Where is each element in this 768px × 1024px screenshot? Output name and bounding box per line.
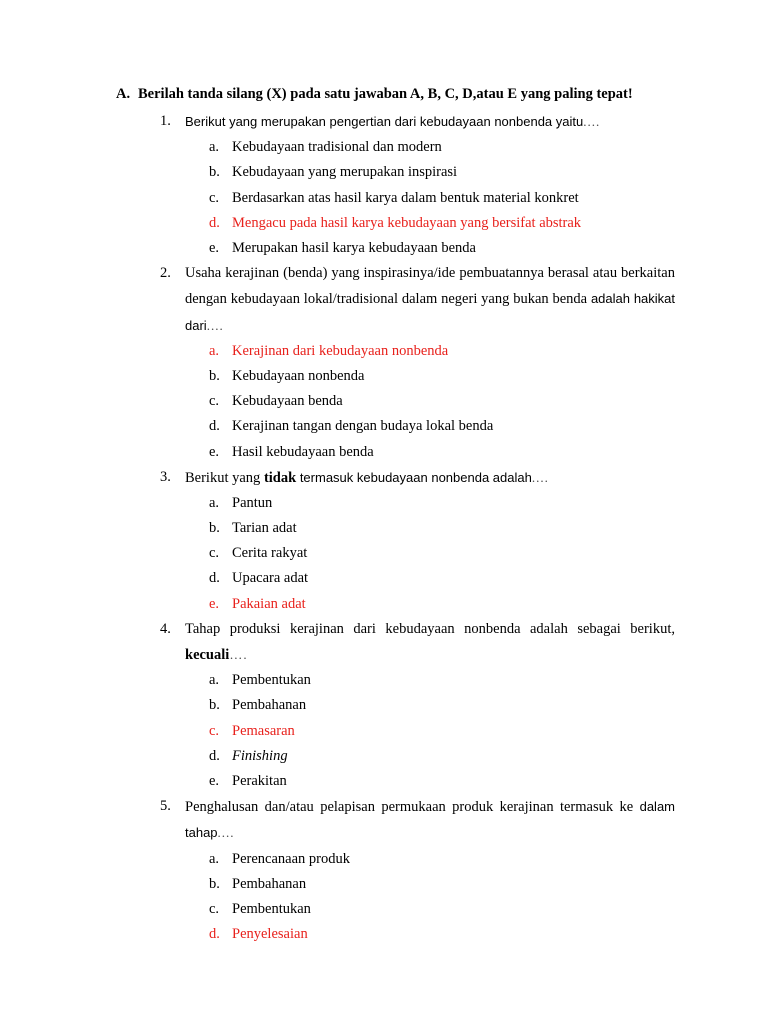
question-text xyxy=(185,617,675,668)
option-letter: d. xyxy=(209,570,220,587)
question-number: 1. xyxy=(160,113,171,129)
option-text: Perencanaan produk xyxy=(232,850,350,867)
option-text: Perakitan xyxy=(232,772,287,789)
option-text: Pembentukan xyxy=(232,672,311,689)
option-text: Pemasaran xyxy=(232,722,295,739)
option-e[interactable] xyxy=(0,236,768,261)
option-letter: a. xyxy=(209,850,220,867)
question-number: 3. xyxy=(160,468,171,485)
option-a[interactable] xyxy=(0,847,768,872)
question-stem-tail: adalah hakikat dari xyxy=(185,291,676,333)
question-dots: .... xyxy=(206,317,224,333)
question-text xyxy=(185,794,675,846)
option-letter: a. xyxy=(209,342,220,359)
option-text: Pembentukan xyxy=(232,900,311,917)
option-letter: a. xyxy=(209,494,220,511)
section-letter: A. xyxy=(116,86,131,102)
option-text: Kerajinan dari kebudayaan nonbenda xyxy=(232,342,449,359)
option-letter: b. xyxy=(209,520,220,537)
option-b[interactable] xyxy=(0,872,768,897)
option-text: Pantun xyxy=(232,494,273,511)
option-b[interactable] xyxy=(0,516,768,541)
option-text: Kebudayaan nonbenda xyxy=(232,367,365,384)
option-a[interactable] xyxy=(0,491,768,516)
option-list xyxy=(0,135,768,261)
option-a[interactable] xyxy=(0,668,768,693)
option-text: Upacara adat xyxy=(232,570,309,587)
question-dots: .... xyxy=(217,825,235,841)
question-number: 2. xyxy=(160,265,171,282)
option-letter: b. xyxy=(209,164,220,181)
question-stem-tail: termasuk kebudayaan nonbenda adalah xyxy=(299,469,532,485)
option-text: Kerajinan tangan dengan budaya lokal benda xyxy=(232,418,494,435)
option-letter: e. xyxy=(209,443,220,460)
option-letter: c. xyxy=(209,545,220,562)
question-dots: .... xyxy=(531,469,549,485)
option-c[interactable] xyxy=(0,389,768,414)
option-letter: e. xyxy=(209,239,220,256)
question-4 xyxy=(0,617,768,794)
option-e-correct[interactable] xyxy=(0,592,768,617)
option-d-correct[interactable] xyxy=(0,211,768,236)
option-b[interactable] xyxy=(0,364,768,389)
option-letter: e. xyxy=(209,772,220,789)
option-letter: c. xyxy=(209,900,220,917)
question-stem: Usaha kerajinan (benda) yang inspirasinya/ide pembuatannya berasal atau berkaitan dengan kebudayaan lokal/tradisional dalam negeri yang bukan benda xyxy=(185,265,675,308)
option-letter: b. xyxy=(209,875,220,892)
question-number: 5. xyxy=(160,798,171,815)
question-5 xyxy=(0,794,768,947)
option-letter: b. xyxy=(209,367,220,384)
option-b[interactable] xyxy=(0,160,768,185)
section-instruction: Berilah tanda silang (X) pada satu jawaban A, B, C, D,atau E yang paling tepat! xyxy=(138,86,633,102)
option-text: Kebudayaan yang merupakan inspirasi xyxy=(232,164,458,181)
option-d[interactable] xyxy=(0,744,768,769)
option-text: Kebudayaan benda xyxy=(232,393,343,410)
option-d[interactable] xyxy=(0,414,768,439)
option-a-correct[interactable] xyxy=(0,339,768,364)
option-text: Merupakan hasil karya kebudayaan benda xyxy=(232,239,476,256)
question-number: 4. xyxy=(160,620,171,637)
option-text: Tarian adat xyxy=(232,520,297,537)
question-1 xyxy=(0,109,768,261)
option-c[interactable] xyxy=(0,897,768,922)
option-text: Pembahanan xyxy=(232,697,307,714)
question-stem: Penghalusan dan/atau pelapisan permukaan produk kerajinan termasuk ke xyxy=(185,799,634,816)
question-dots: …. xyxy=(229,647,248,663)
option-text: Pakaian adat xyxy=(232,595,306,612)
option-e[interactable] xyxy=(0,440,768,465)
option-letter: b. xyxy=(209,697,220,714)
option-text: Hasil kebudayaan benda xyxy=(232,443,374,460)
question-stem: Berikut yang xyxy=(185,469,261,486)
option-letter: d. xyxy=(209,747,220,764)
question-text xyxy=(185,109,675,135)
option-list xyxy=(0,668,768,794)
option-text: Pembahanan xyxy=(232,875,307,892)
option-letter: a. xyxy=(209,672,220,689)
option-text: Mengacu pada hasil karya kebudayaan yang bersifat abstrak xyxy=(232,214,582,231)
question-emphasis: kecuali xyxy=(185,647,230,664)
option-letter: d. xyxy=(209,418,220,435)
option-d-correct[interactable] xyxy=(0,922,768,947)
option-letter: e. xyxy=(209,595,220,612)
question-stem: Tahap produksi kerajinan dari kebudayaan nonbenda adalah sebagai berikut, xyxy=(185,620,675,637)
option-text: Cerita rakyat xyxy=(232,545,308,562)
option-b[interactable] xyxy=(0,693,768,718)
option-list xyxy=(0,339,768,465)
question-3 xyxy=(0,465,768,617)
option-d[interactable] xyxy=(0,566,768,591)
option-text: Penyelesaian xyxy=(232,926,308,943)
option-c[interactable] xyxy=(0,186,768,211)
option-letter: a. xyxy=(209,139,220,156)
option-c-correct[interactable] xyxy=(0,719,768,744)
option-letter: d. xyxy=(209,926,220,943)
option-text: Berdasarkan atas hasil karya dalam bentuk material konkret xyxy=(232,189,579,206)
option-a[interactable] xyxy=(0,135,768,160)
question-2 xyxy=(0,261,768,465)
question-stem-tail: dalam tahap xyxy=(185,799,676,841)
option-list xyxy=(0,847,768,948)
option-letter: c. xyxy=(209,722,220,739)
question-list xyxy=(0,109,768,947)
question-dots: .... xyxy=(583,114,601,129)
option-c[interactable] xyxy=(0,541,768,566)
question-text xyxy=(185,465,675,491)
option-list xyxy=(0,491,768,617)
option-letter: d. xyxy=(209,214,220,231)
section-heading xyxy=(116,86,633,103)
question-stem: Berikut yang merupakan pengertian dari kebudayaan nonbenda yaitu xyxy=(185,114,584,129)
option-e[interactable] xyxy=(0,769,768,794)
question-emphasis: tidak xyxy=(263,469,297,486)
option-letter: c. xyxy=(209,189,220,206)
option-text: Finishing xyxy=(232,747,288,764)
question-text xyxy=(185,261,675,339)
option-letter: c. xyxy=(209,393,220,410)
option-text: Kebudayaan tradisional dan modern xyxy=(232,139,442,156)
